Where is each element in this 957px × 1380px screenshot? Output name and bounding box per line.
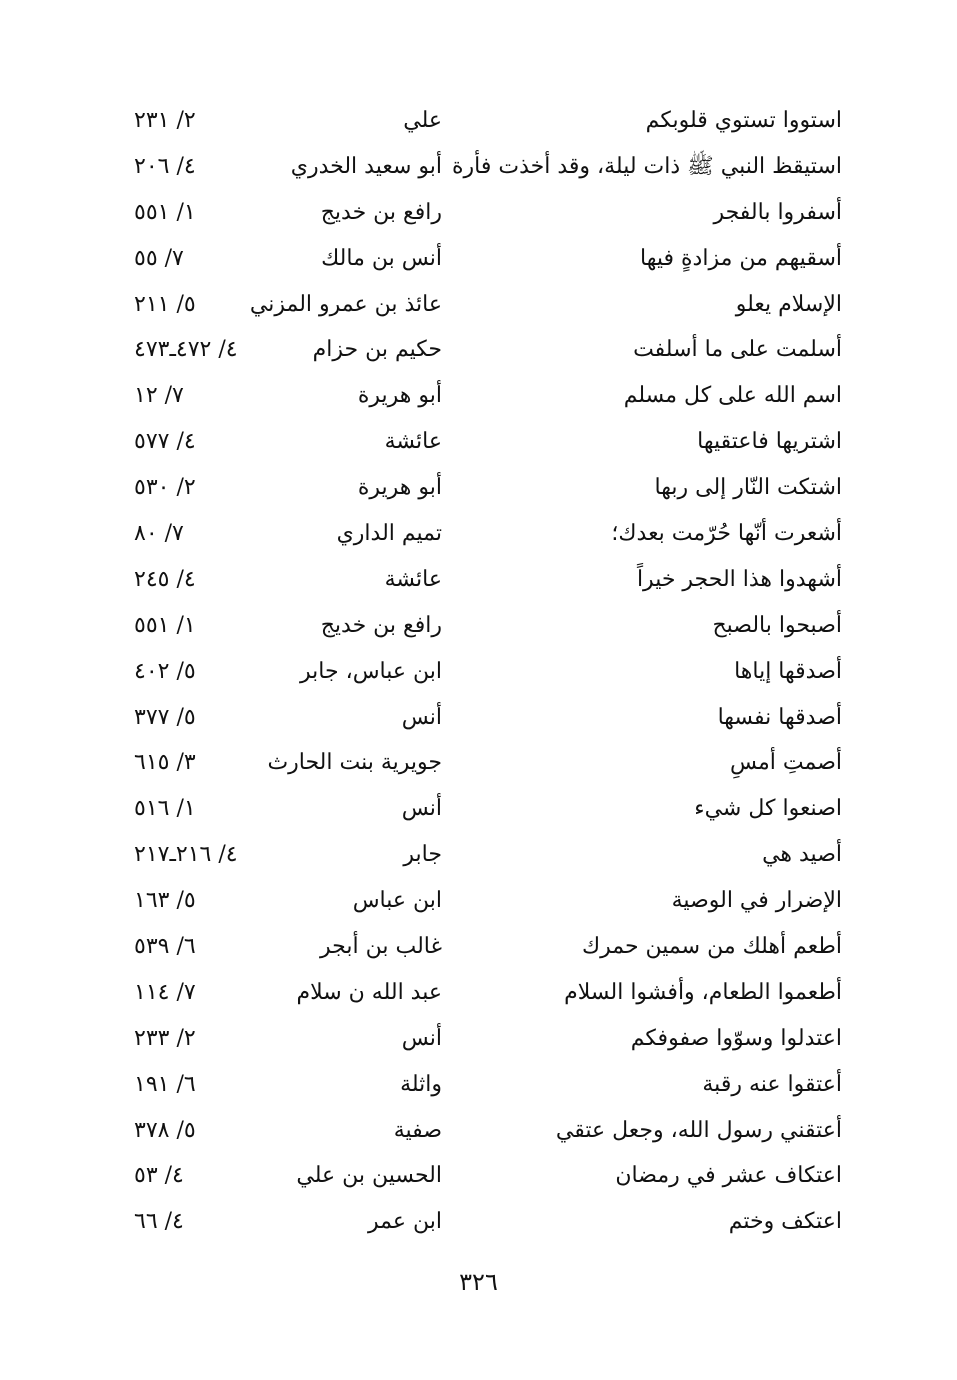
volume-page-reference: ١/ ٥٥١ (134, 199, 196, 225)
hadith-text: أطعم أهلك من سمين حمرك (581, 934, 842, 960)
volume-page-reference: ٥/ ٤٠٢ (134, 658, 196, 684)
volume-page-reference: ٧/ ٨٠ (134, 521, 184, 547)
narrator-name: أنس (401, 796, 442, 822)
volume-page-reference: ٦/ ٥٣٩ (134, 934, 196, 960)
hadith-text: أسقيهم من مزادةٍ فيها (640, 245, 842, 271)
hadith-text: اصنعوا كل شيء (694, 796, 842, 822)
narrator-name: أنس بن مالك (321, 245, 442, 271)
narrator-name: أبو هريرة (357, 475, 442, 501)
index-row (120, 924, 850, 970)
volume-page-reference: ٦/ ١٩١ (134, 1071, 196, 1097)
volume-page-reference: ٢/ ٢٣٣ (134, 1025, 196, 1051)
hadith-text: الإضرار في الوصية (671, 888, 842, 914)
narrator-name: تميم الداري (336, 521, 442, 547)
narrator-name: حكيم بن حزام (312, 337, 442, 363)
narrator-name: أبو هريرة (357, 383, 442, 409)
index-row (120, 1153, 850, 1199)
hadith-text: أشعرت أنّها حُرّمت بعدك؛ (611, 521, 842, 547)
hadith-text: أعتقني رسول الله، وجعل عتقي (555, 1117, 842, 1143)
index-row (120, 144, 850, 190)
hadith-text: اشتريها فاعتقيها (697, 429, 842, 455)
volume-page-reference: ٥/ ٢١١ (134, 291, 196, 317)
volume-page-reference: ١/ ٥١٦ (134, 796, 196, 822)
hadith-text: أطعموا الطعام، وأفشوا السلام (564, 979, 842, 1005)
index-row (120, 1108, 850, 1154)
hadith-text: اعتكف وختم (728, 1209, 842, 1235)
volume-page-reference: ٢/ ٥٣٠ (134, 475, 196, 501)
narrator-name: عائشة (384, 429, 442, 455)
index-row (120, 878, 850, 924)
index-row (120, 832, 850, 878)
index-row (120, 282, 850, 328)
hadith-text: أسفروا بالفجر (713, 199, 842, 225)
hadith-text: أشهدوا هذا الحجر خيراً (636, 566, 842, 592)
volume-page-reference: ٤/ ٢١٦ـ٢١٧ (134, 842, 238, 868)
hadith-text: استيقظ النبي ﷺ ذات ليلة، وقد أخذت فأرة (452, 153, 842, 179)
volume-page-reference: ٤/ ٢٠٦ (134, 153, 196, 179)
hadith-text: أصيد هي (762, 842, 842, 868)
narrator-name: ابن عباس، جابر (300, 658, 442, 684)
index-row (120, 786, 850, 832)
volume-page-reference: ٥/ ٣٧٨ (134, 1117, 196, 1143)
hadith-text: أسلمت على ما أسلفت (633, 337, 842, 363)
narrator-name: الحسين بن علي (296, 1163, 442, 1189)
hadith-text: اعتكاف عشر في رمضان (615, 1163, 842, 1189)
index-row (120, 1199, 850, 1245)
index-row (120, 190, 850, 236)
index-row (120, 970, 850, 1016)
index-row (120, 373, 850, 419)
hadith-text: اسم الله على كل مسلم (623, 383, 842, 409)
hadith-text: أصبحوا بالصبح (712, 612, 842, 638)
volume-page-reference: ٤/ ٤٧٢ـ٤٧٣ (134, 337, 238, 363)
volume-page-reference: ٧/ ٥٥ (134, 245, 184, 271)
hadith-text: أعتقوا عنه رقبة (702, 1071, 842, 1097)
narrator-name: رافع بن خديج (320, 199, 442, 225)
narrator-name: صفية (393, 1117, 442, 1143)
index-row (120, 98, 850, 144)
hadith-index-table (120, 98, 850, 1245)
narrator-name: غالب بن أبجر (320, 934, 442, 960)
hadith-text: استووا تستوي قلوبكم (645, 108, 842, 133)
narrator-name: واثلة (400, 1071, 442, 1097)
hadith-text: الإسلام يعلو (735, 291, 842, 317)
hadith-text: أصدقها نفسها (717, 704, 842, 730)
narrator-name: أنس (401, 704, 442, 730)
narrator-name: رافع بن خديج (320, 612, 442, 638)
index-row (120, 419, 850, 465)
volume-page-reference: ٥/ ١٦٣ (134, 888, 196, 914)
narrator-name: جويرية بنت الحارث (267, 750, 442, 776)
index-row (120, 740, 850, 786)
index-row (120, 1062, 850, 1108)
volume-page-reference: ٣/ ٦١٥ (134, 750, 196, 776)
narrator-name: ابن عمر (368, 1209, 442, 1235)
narrator-name: علي (403, 108, 442, 133)
narrator-name: جابر (403, 842, 442, 868)
index-row (120, 465, 850, 511)
volume-page-reference: ١/ ٥٥١ (134, 612, 196, 638)
volume-page-reference: ٤/ ٥٣ (134, 1163, 184, 1189)
narrator-name: عائشة (384, 566, 442, 592)
index-row (120, 557, 850, 603)
volume-page-reference: ٤/ ٦٦ (134, 1209, 184, 1235)
page-number: ٣٢٦ (459, 1268, 498, 1296)
volume-page-reference: ٤/ ٢٤٥ (134, 566, 196, 592)
narrator-name: أبو سعيد الخدري (290, 153, 442, 179)
volume-page-reference: ٤/ ٥٧٧ (134, 429, 196, 455)
hadith-text: اشتكت النّار إلى ربها (654, 475, 842, 501)
hadith-text: أصمتِ أمسِ (729, 750, 842, 776)
index-row (120, 511, 850, 557)
volume-page-reference: ٢/ ٢٣١ (134, 108, 196, 133)
narrator-name: عائذ بن عمرو المزني (249, 291, 442, 317)
narrator-name: ابن عباس (352, 888, 442, 914)
index-row (120, 649, 850, 695)
volume-page-reference: ٥/ ٣٧٧ (134, 704, 196, 730)
index-row (120, 236, 850, 282)
hadith-text: أصدقها إياها (734, 658, 842, 684)
narrator-name: أنس (401, 1025, 442, 1051)
index-row (120, 327, 850, 373)
hadith-text: اعتدلوا وسوّوا صفوفكم (630, 1025, 842, 1051)
index-row (120, 1016, 850, 1062)
volume-page-reference: ٧/ ١٢ (134, 383, 184, 409)
index-row (120, 695, 850, 741)
narrator-name: عبد الله ن سلام (296, 979, 442, 1005)
volume-page-reference: ٧/ ١١٤ (134, 979, 196, 1005)
index-row (120, 603, 850, 649)
